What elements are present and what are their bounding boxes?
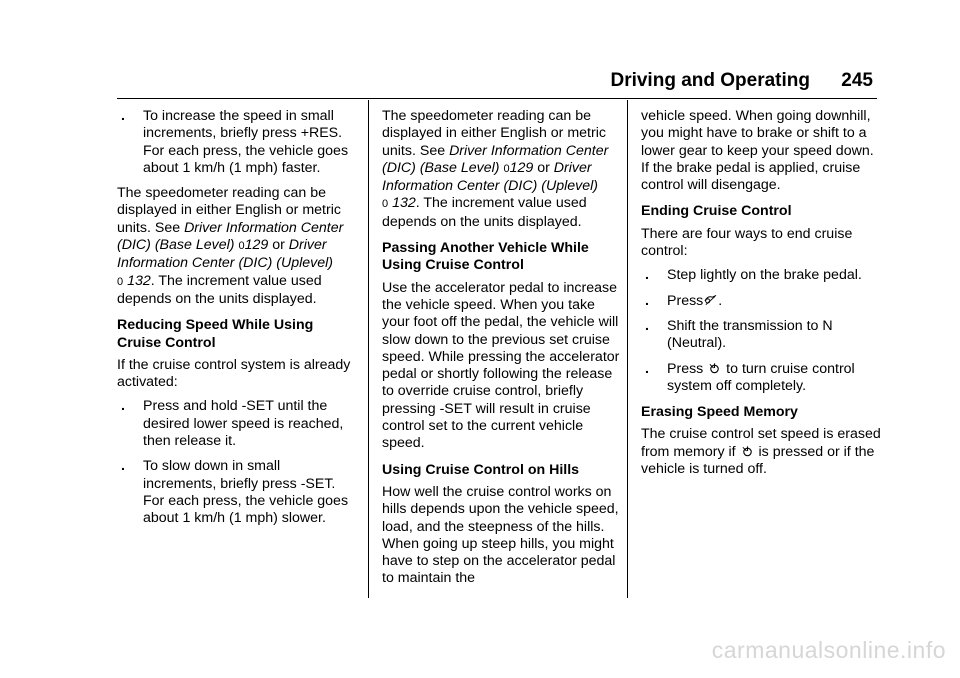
bullet-text: Shift the transmission to N (Neutral). (667, 317, 833, 352)
paragraph: vehicle speed. When going downhill, you might have to brake or shift to a lower gear to keep your speed down. If the brake pedal is applied, cruise control will disengage. (641, 108, 874, 194)
paragraph-text: The cruise control set speed is erased from memory if (641, 426, 881, 460)
bullet-marker: . (645, 360, 649, 377)
column-2 (382, 108, 622, 595)
column-1 (117, 108, 357, 536)
paragraph: How well the cruise control works on hills depends upon the vehicle speed, load, and the steepness of the hills. When going up steep hills, you might have to step on the accelerator pedal to maintain the (382, 483, 619, 587)
page-header (0, 70, 960, 100)
paragraph-text: or (537, 159, 550, 176)
cruise-cancel-icon (704, 294, 717, 306)
page-ref-icon: 0 (503, 162, 510, 175)
cross-reference-link[interactable]: Driver Information Center (DIC) (Base Level) (117, 219, 344, 254)
page-number: 245 (841, 70, 873, 91)
list-item (117, 108, 357, 177)
cruise-power-icon (708, 362, 721, 374)
bullet-marker: . (121, 458, 125, 475)
bullet-text: Press (667, 360, 704, 377)
bullet-text: To increase the speed in small increments, briefly press +RES. For each press, the vehicle goes about 1 km/h (1 mph) faster. (143, 108, 349, 176)
page-ref-number[interactable]: 129 (244, 237, 269, 254)
page-ref-number[interactable]: 129 (509, 159, 534, 176)
bullet-marker: . (645, 292, 649, 309)
bullet-marker: . (645, 267, 649, 284)
cruise-power-icon (741, 445, 754, 457)
list-item (641, 293, 881, 310)
paragraph: Use the accelerator pedal to increase the vehicle speed. When you take your foot off the pedal, the vehicle will slow down to the previous set cruise speed. While pressing the accelerator pedal or shortly following the release to override cruise control, briefly pressing -SET will result in cruise control set to the current vehicle speed. (382, 279, 620, 452)
paragraph (382, 108, 622, 231)
page-ref-number[interactable]: 132 (392, 195, 416, 212)
column-divider (368, 100, 369, 598)
section-heading: Reducing Speed While Using Cruise Control (117, 317, 314, 351)
paragraph-text: The speedometer reading can be displayed in either English or metric units. See (382, 108, 606, 159)
cross-reference-link[interactable]: Driver Information Center (DIC) (Uplevel) (382, 159, 599, 195)
bullet-text: Press and hold -SET until the desired lower speed is reached, then release it. (143, 398, 344, 450)
column-divider (627, 100, 628, 598)
paragraph-text: or (272, 237, 285, 254)
paragraph-text: . The increment value used depends on the units displayed. (117, 272, 322, 307)
bullet-marker: . (121, 108, 125, 124)
bullet-text: Press (667, 292, 704, 309)
section-heading: Using Cruise Control on Hills (382, 461, 580, 478)
paragraph-text: . The increment value used depends on the units displayed. (382, 195, 587, 230)
paragraph (117, 185, 357, 308)
paragraph-text: The speedometer reading can be displayed in either English or metric units. See (117, 185, 341, 236)
bullet-text: . (718, 292, 723, 309)
page-ref-icon: 0 (382, 198, 389, 211)
list-item (641, 267, 881, 284)
paragraph (641, 426, 881, 478)
list-item (117, 458, 357, 527)
list-item (641, 318, 881, 353)
list-item (641, 361, 881, 396)
paragraph: If the cruise control system is already activated: (117, 356, 351, 391)
bullet-text: Step lightly on the brake pedal. (667, 267, 862, 284)
bullet-text: to turn cruise control system off completely. (667, 360, 855, 394)
cross-reference-link[interactable]: Driver Information Center (DIC) (Uplevel) (117, 237, 334, 272)
bullet-marker: . (645, 317, 649, 334)
page-ref-icon: 0 (238, 240, 245, 253)
page-ref-icon: 0 (117, 275, 124, 288)
section-title: Driving and Operating (610, 70, 810, 91)
bullet-marker: . (121, 398, 125, 415)
paragraph: There are four ways to end cruise control: (641, 225, 853, 260)
section-heading: Ending Cruise Control (641, 203, 792, 220)
watermark: carmanualsonline.info (711, 637, 946, 663)
paragraph-text: is pressed or if the vehicle is turned off. (641, 443, 875, 478)
page-ref-number[interactable]: 132 (127, 272, 151, 289)
section-heading: Passing Another Vehicle While Using Cruise Control (382, 240, 589, 274)
section-heading: Erasing Speed Memory (641, 404, 798, 421)
column-3 (641, 108, 881, 485)
cross-reference-link[interactable]: Driver Information Center (DIC) (Base Level) (382, 142, 609, 176)
bullet-text: To slow down in small increments, briefly press -SET. For each press, the vehicle goes about 1 km/h (1 mph) slower. (143, 458, 349, 527)
header-rule (117, 98, 877, 99)
list-item (117, 398, 357, 450)
